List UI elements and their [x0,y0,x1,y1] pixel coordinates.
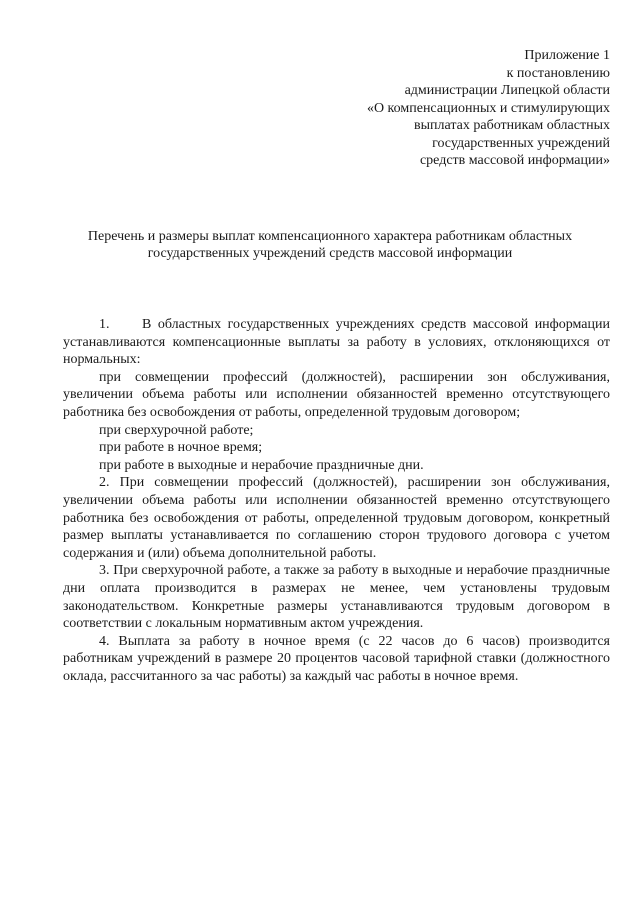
appendix-line: Приложение 1 [524,48,610,63]
appendix-line: «О компенсационных и стимулирующих [366,100,610,116]
title-line-1: Перечень и размеры выплат компенсационного характера работникам областных [87,229,573,244]
paragraph-3: 3. При сверхурочной работе, а также за работу в выходные и нерабочие праздничные дни оплата производится в размерах не менее, чем установлены трудовым законодательством. Конкретные размеры устанавливаются трудовым договором в соответствии с локальным нормативным актом учреждения. [63,563,610,632]
appendix-line: средств массовой информации» [419,153,610,168]
list-item-night: при работе в ночное время; [99,440,263,456]
list-item-holidays: при работе в выходные и нерабочие праздничные дни. [99,457,424,473]
paragraph-2: 2. При совмещении профессий (должностей), расширении зон обслуживания, увеличении объема работы или исполнении обязанностей временно отсутствующего работника без освобождения от работы, определенной трудовым договором, конкретный размер выплаты устанавливается по соглашению сторон трудового договора с учетом содержания и (или) объема дополнительной работы. [63,475,610,561]
appendix-line: к постановлению [506,65,610,81]
title-line-2: государственных учреждений средств массовой информации [147,246,513,261]
appendix-header [290,47,610,170]
document-title [60,228,600,262]
appendix-line: государственных учреждений [432,135,610,151]
document-body [63,316,610,685]
appendix-line: администрации Липецкой области [404,83,610,98]
appendix-line: выплатах работникам областных [414,118,610,133]
paragraph-4: 4. Выплата за работу в ночное время (с 22 часов до 6 часов) производится работникам учреждений в размере 20 процентов часовой тарифной ставки (должностного оклада, рассчитанного за час работы) за каждый час работы в ночное время. [63,633,610,684]
list-item-overtime: при сверхурочной работе; [99,422,254,438]
list-item-combination: при совмещении профессий (должностей), расширении зон обслуживания, увеличении объема работы или исполнении обязанностей временно отсутствующего работника без освобождения от работы, определенной трудовым договором; [63,369,610,420]
paragraph-1: 1. В областных государственных учреждениях средств массовой информации устанавливаются компенсационные выплаты за работу в условиях, отклоняющихся от нормальных: [63,317,610,368]
